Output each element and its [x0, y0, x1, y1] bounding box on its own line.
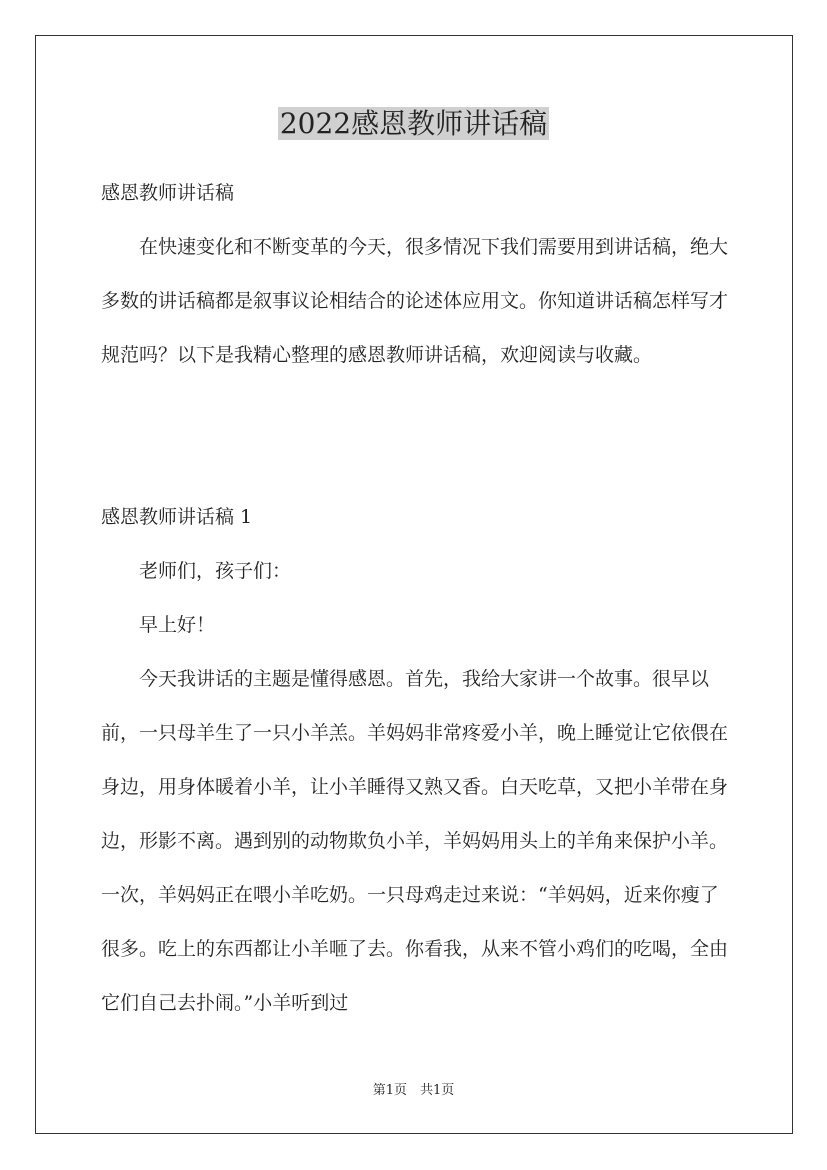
section-heading: 感恩教师讲话稿 1	[101, 506, 253, 528]
document-subtitle: 感恩教师讲话稿	[101, 182, 235, 204]
page-footer: 第1页 共1页	[372, 1083, 455, 1098]
body-paragraph: 今天我讲话的主题是懂得感恩。首先，我给大家讲一个故事。很早以前，一只母羊生了一只小羊羔。羊妈妈非常疼爱小羊，晚上睡觉让它依偎在身边，用身体暖着小羊，让小羊睡得又熟又香。白天吃草，又把小羊带在身边，形影不离。遇到别的动物欺负小羊，羊妈妈用头上的羊角来保护小羊。一次，羊妈妈正在喂小羊吃奶。一只母鸡走过来说：“羊妈妈，近来你瘦了很多。吃上的东西都让小羊咂了去。你看我，从来不管小鸡们的吃喝，全由它们自己去扑闹。”小羊听到过	[101, 668, 729, 1014]
document-title	[0, 104, 827, 144]
greeting-paragraph: 老师们，孩子们：	[139, 560, 292, 582]
document-title-text: 2022感恩教师讲话稿	[279, 107, 548, 140]
intro-paragraph: 在快速变化和不断变革的今天，很多情况下我们需要用到讲话稿，绝大多数的讲话稿都是叙事议论相结合的论述体应用文。你知道讲话稿怎样写才规范吗？以下是我精心整理的感恩教师讲话稿，欢迎阅读与收藏。	[101, 236, 729, 366]
salute-paragraph: 早上好！	[139, 614, 216, 636]
